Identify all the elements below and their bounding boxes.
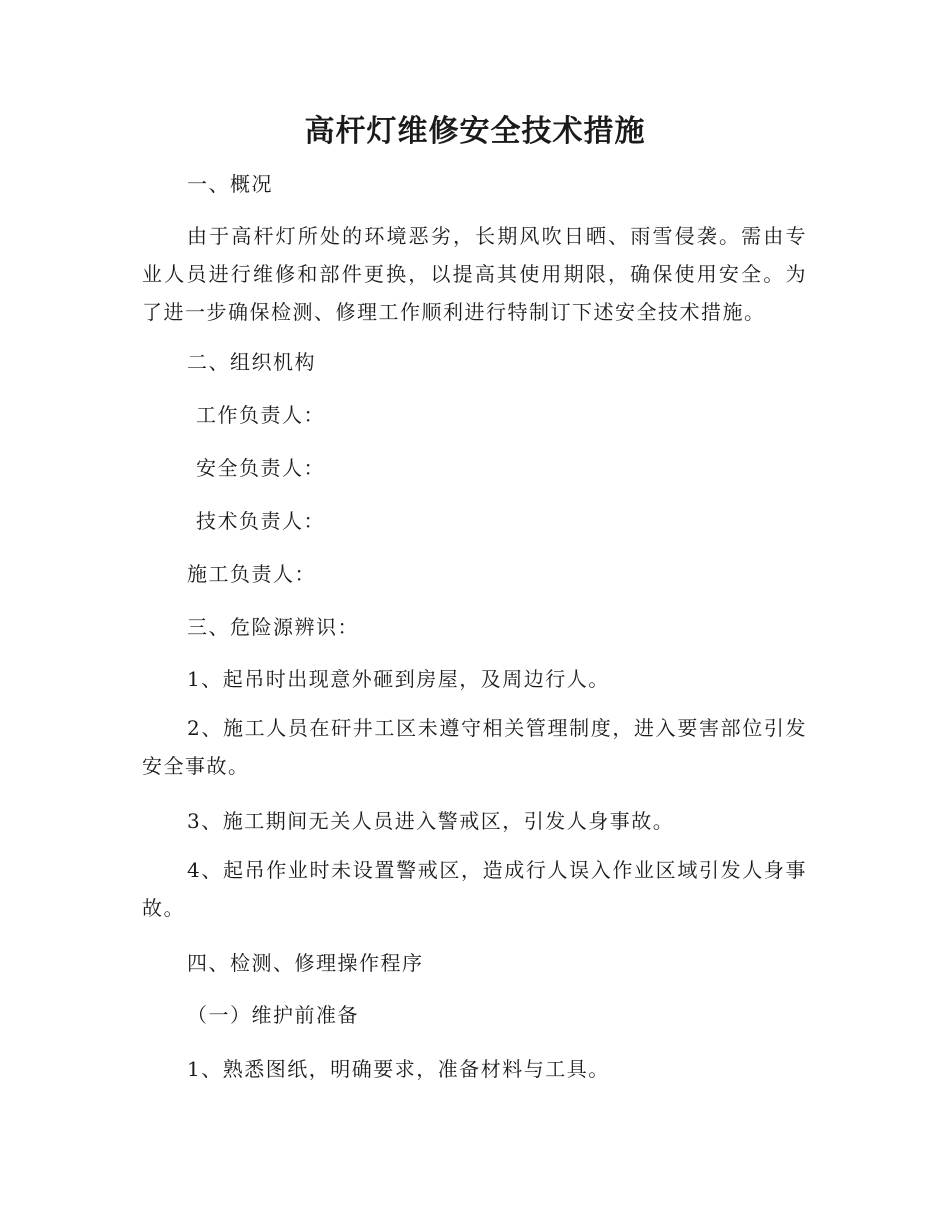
preparation-item-1: 1、熟悉图纸，明确要求，准备材料与工具。 <box>187 1057 610 1081</box>
section-heading-overview: 一、概况 <box>187 172 273 196</box>
safety-leader-label: 安全负责人： <box>196 456 325 480</box>
document-title: 高杆灯维修安全技术措施 <box>304 114 646 149</box>
hazard-item-4: 4、起吊作业时未设置警戒区，造成行人误入作业区域引发人身事故。 <box>142 858 807 920</box>
construction-leader-label: 施工负责人： <box>187 562 316 586</box>
hazard-item-1: 1、起吊时出现意外砸到房屋，及周边行人。 <box>187 667 610 691</box>
tech-leader-label: 技术负责人： <box>196 509 325 533</box>
overview-paragraph: 由于高杆灯所处的环境恶劣，长期风吹日晒、雨雪侵袭。需由专业人员进行维修和部件更换，以提高其使用期限，确保使用安全。为了进一步确保检测、修理工作顺利进行特制订下述安全技术措施。 <box>142 224 807 324</box>
section-heading-organization: 二、组织机构 <box>187 350 316 374</box>
hazard-item-3: 3、施工期间无关人员进入警戒区，引发人身事故。 <box>187 809 675 833</box>
section-heading-hazards: 三、危险源辨识： <box>187 615 359 639</box>
hazard-item-2: 2、施工人员在矸井工区未遵守相关管理制度，进入要害部位引发安全事故。 <box>142 716 807 778</box>
subsection-heading-preparation: （一）维护前准备 <box>187 1003 359 1027</box>
work-leader-label: 工作负责人： <box>196 403 325 427</box>
section-heading-procedure: 四、检测、修理操作程序 <box>187 951 424 975</box>
